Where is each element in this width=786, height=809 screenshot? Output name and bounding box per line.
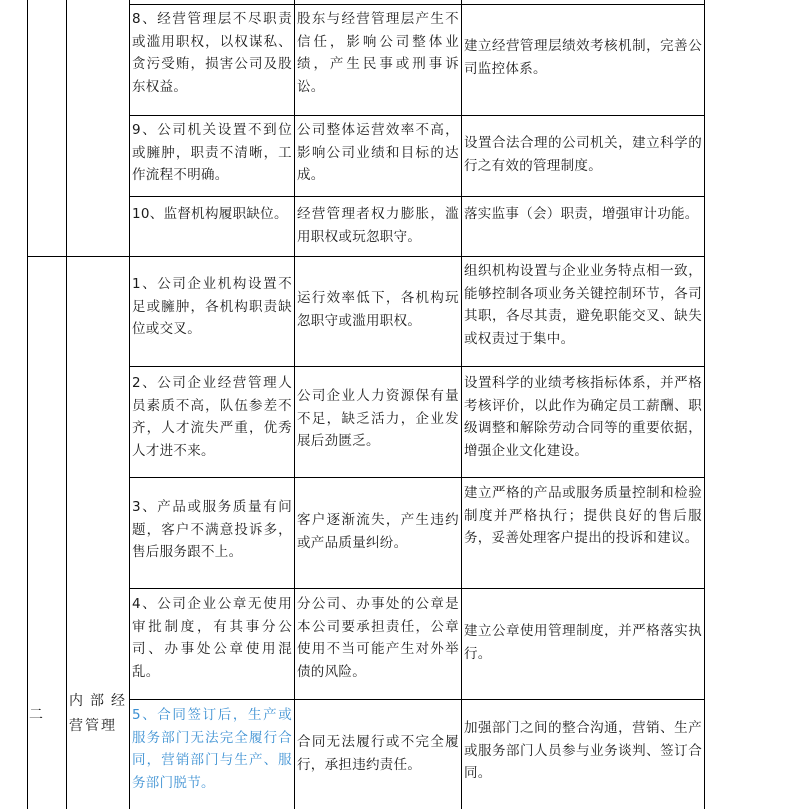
measure-cell: 加强部门之间的整合沟通，营销、生产或服务部门人员参与业务谈判、签订合同。: [464, 720, 702, 781]
measure-cell: 设置合法合理的公司机关，建立科学的行之有效的管理制度。: [464, 135, 702, 174]
section-index: 二: [29, 707, 44, 723]
measure-cell: 落实监事（会）职责，增强审计功能。: [464, 206, 699, 222]
grid-line: [27, 256, 705, 257]
impact-cell: 公司整体运营效率不高，影响公司业绩和目标的达成。: [297, 122, 459, 183]
grid-line: [704, 0, 705, 809]
grid-line: [129, 115, 705, 116]
grid-line: [129, 4, 705, 5]
risk-cell: 1、公司企业机构设置不足或臃肿，各机构职责缺位或交叉。: [132, 276, 292, 337]
risk-cell: 4、公司企业公章无使用审批制度，有其事分公司、办事处公章使用混乱。: [132, 596, 292, 680]
impact-cell: 经营管理者权力膨胀，滥用职权或玩忽职守。: [297, 206, 459, 245]
impact-cell: 客户逐渐流失，产生违约或产品质量纠纷。: [297, 512, 459, 551]
measure-cell: 建立经营管理层绩效考核机制，完善公司监控体系。: [464, 38, 702, 77]
impact-cell: 运行效率低下，各机构玩忽职守或滥用职权。: [297, 290, 459, 329]
grid-line: [461, 0, 462, 809]
grid-line: [129, 699, 705, 700]
grid-line: [129, 588, 705, 589]
measure-cell: 建立公章使用管理制度，并严格落实执行。: [464, 623, 702, 662]
impact-cell: 合同无法履行或不完全履行，承担违约责任。: [297, 734, 459, 773]
risk-cell: 10、监督机构履职缺位。: [132, 206, 288, 222]
measure-cell: 设置科学的业绩考核指标体系，并严格考核评价，以此作为确定员工薪酬、职级调整和解除劳动合同等的重要依据，增强企业文化建设。: [464, 375, 702, 459]
grid-line: [129, 366, 705, 367]
grid-line: [129, 0, 130, 809]
risk-cell: 3、产品或服务质量有问题，客户不满意投诉多，售后服务跟不上。: [132, 499, 292, 560]
grid-line: [66, 0, 67, 809]
risk-cell-highlighted: 5、合同签订后，生产或服务部门无法完全履行合同，营销部门与生产、服务部门脱节。: [132, 707, 292, 791]
impact-cell: 分公司、办事处的公章是本公司要承担责任，公章使用不当可能产生对外举债的风险。: [297, 596, 459, 680]
risk-cell: 2、公司企业经营管理人员素质不高，队伍参差不齐，人才流失严重，优秀人才进不来。: [132, 375, 292, 459]
measure-cell: 建立严格的产品或服务质量控制和检验制度并严格执行；提供良好的售后服务，妥善处理客户提出的投诉和建议。: [464, 485, 702, 546]
grid-line: [129, 196, 705, 197]
risk-cell: 9、公司机关设置不到位或臃肿，职责不清晰，工作流程不明确。: [132, 122, 292, 183]
risk-cell: 8、经营管理层不尽职责或滥用职权，以权谋私、贪污受贿，损害公司及股东权益。: [132, 11, 292, 95]
measure-cell: 组织机构设置与企业业务特点相一致，能够控制各项业务关键控制环节，各司其职，各尽其责，避免职能交叉、缺失或权责过于集中。: [464, 263, 702, 347]
grid-line: [27, 0, 28, 809]
grid-line: [294, 0, 295, 809]
impact-cell: 公司企业人力资源保有量不足，缺乏活力，企业发展后劲匮乏。: [297, 388, 459, 449]
impact-cell: 股东与经营管理层产生不信任，影响公司整体业绩，产生民事或刑事诉讼。: [297, 11, 459, 95]
grid-line: [129, 477, 705, 478]
section-category: 内部经营管理: [69, 693, 127, 734]
